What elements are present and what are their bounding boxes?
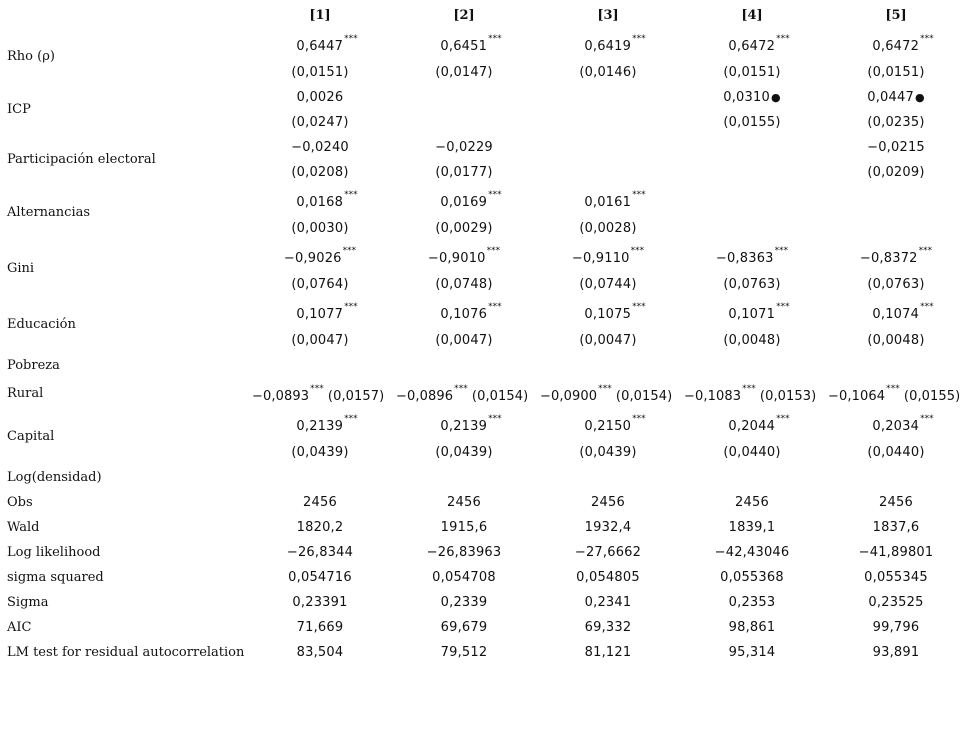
stat-wald-5: 1837,6	[872, 520, 920, 535]
rural-cell-3: −0,0900*** (0,0154)	[540, 384, 673, 404]
stat-label-aic: AIC	[7, 620, 32, 635]
se-alternancias-3: (0,0028)	[579, 221, 637, 236]
rural-cell-5: −0,1064*** (0,0155)	[828, 384, 961, 404]
column-header-1: [1]	[309, 8, 331, 23]
stat-wald-3: 1932,4	[584, 520, 632, 535]
row-label-icp: ICP	[7, 102, 31, 117]
stat-sigma2-5: 0,055345	[864, 570, 928, 585]
stat-sigma2-4: 0,055368	[720, 570, 784, 585]
coef-educacion-1: 0,1077***	[296, 302, 358, 322]
stat-sigma2-2: 0,054708	[432, 570, 496, 585]
se-rho-4: (0,0151)	[723, 65, 781, 80]
row-label-capital: Capital	[7, 429, 55, 444]
row-label-gini: Gini	[7, 261, 35, 276]
coef-participacion-1: −0,0240	[291, 140, 349, 155]
coef-alternancias-3: 0,0161***	[584, 190, 646, 210]
coef-capital-1: 0,2139***	[296, 414, 358, 434]
stat-wald-1: 1820,2	[296, 520, 344, 535]
row-label-participacion: Participación electoral	[7, 152, 156, 167]
stat-aic-4: 98,861	[728, 620, 776, 635]
stat-loglik-5: −41,89801	[858, 545, 934, 560]
stat-wald-2: 1915,6	[440, 520, 488, 535]
se-educacion-3: (0,0047)	[579, 333, 637, 348]
stat-lm-2: 79,512	[440, 645, 488, 660]
coef-capital-5: 0,2034***	[872, 414, 934, 434]
column-header-2: [2]	[453, 8, 475, 23]
stat-aic-3: 69,332	[584, 620, 632, 635]
coef-icp-5: 0,0447●	[867, 90, 925, 105]
row-label-rho: Rho (ρ)	[7, 49, 55, 64]
se-gini-5: (0,0763)	[867, 277, 925, 292]
coef-alternancias-1: 0,0168***	[296, 190, 358, 210]
significance-dot-icon: ●	[914, 91, 925, 104]
stat-wald-4: 1839,1	[728, 520, 776, 535]
coef-rho-1: 0,6447***	[296, 34, 358, 54]
se-participacion-2: (0,0177)	[435, 165, 493, 180]
se-rho-3: (0,0146)	[579, 65, 637, 80]
stat-obs-2: 2456	[447, 495, 481, 510]
se-capital-4: (0,0440)	[723, 445, 781, 460]
se-gini-3: (0,0744)	[579, 277, 637, 292]
stat-sigma-4: 0,2353	[728, 595, 776, 610]
stat-sigma2-1: 0,054716	[288, 570, 352, 585]
se-capital-2: (0,0439)	[435, 445, 493, 460]
se-educacion-2: (0,0047)	[435, 333, 493, 348]
stat-lm-3: 81,121	[584, 645, 632, 660]
se-alternancias-2: (0,0029)	[435, 221, 493, 236]
se-capital-5: (0,0440)	[867, 445, 925, 460]
significance-dot-icon: ●	[770, 91, 781, 104]
coef-educacion-4: 0,1071***	[728, 302, 790, 322]
stat-lm-4: 95,314	[728, 645, 776, 660]
stat-label-sigma-squared: sigma squared	[7, 570, 104, 585]
column-header-4: [4]	[741, 8, 763, 23]
coef-rho-5: 0,6472***	[872, 34, 934, 54]
stat-obs-4: 2456	[735, 495, 769, 510]
coef-rho-3: 0,6419***	[584, 34, 646, 54]
column-header-3: [3]	[597, 8, 619, 23]
se-rho-1: (0,0151)	[291, 65, 349, 80]
se-educacion-1: (0,0047)	[291, 333, 349, 348]
stat-sigma-1: 0,23391	[292, 595, 348, 610]
stat-sigma2-3: 0,054805	[576, 570, 640, 585]
coef-gini-3: −0,9110***	[571, 246, 645, 266]
coef-capital-2: 0,2139***	[440, 414, 502, 434]
stat-label-sigma: Sigma	[7, 595, 49, 610]
coef-participacion-2: −0,0229	[435, 140, 493, 155]
stat-obs-1: 2456	[303, 495, 337, 510]
se-gini-1: (0,0764)	[291, 277, 349, 292]
se-capital-3: (0,0439)	[579, 445, 637, 460]
coef-alternancias-2: 0,0169***	[440, 190, 502, 210]
coef-rho-2: 0,6451***	[440, 34, 502, 54]
stat-loglik-1: −26,8344	[286, 545, 354, 560]
stat-label-wald: Wald	[7, 520, 40, 535]
se-capital-1: (0,0439)	[291, 445, 349, 460]
row-label-alternancias: Alternancias	[7, 205, 91, 220]
row-label-educacion: Educación	[7, 317, 76, 332]
se-icp-1: (0,0247)	[291, 115, 349, 130]
stat-aic-2: 69,679	[440, 620, 488, 635]
se-gini-2: (0,0748)	[435, 277, 493, 292]
stat-aic-5: 99,796	[872, 620, 920, 635]
coef-icp-1: 0,0026	[296, 90, 344, 105]
stat-label-log-likelihood: Log likelihood	[7, 545, 101, 560]
stat-lm-5: 93,891	[872, 645, 920, 660]
stat-label-obs: Obs	[7, 495, 33, 510]
stat-lm-1: 83,504	[296, 645, 344, 660]
coef-gini-5: −0,8372***	[859, 246, 933, 266]
column-header-5: [5]	[885, 8, 907, 23]
se-icp-4: (0,0155)	[723, 115, 781, 130]
se-participacion-1: (0,0208)	[291, 165, 349, 180]
se-rho-5: (0,0151)	[867, 65, 925, 80]
coef-educacion-3: 0,1075***	[584, 302, 646, 322]
coef-capital-3: 0,2150***	[584, 414, 646, 434]
se-educacion-4: (0,0048)	[723, 333, 781, 348]
coef-gini-2: −0,9010***	[427, 246, 501, 266]
se-educacion-5: (0,0048)	[867, 333, 925, 348]
stat-obs-3: 2456	[591, 495, 625, 510]
se-rho-2: (0,0147)	[435, 65, 493, 80]
row-label-rural: Rural	[7, 386, 44, 401]
stat-obs-5: 2456	[879, 495, 913, 510]
stat-loglik-2: −26,83963	[426, 545, 502, 560]
coef-participacion-5: −0,0215	[867, 140, 925, 155]
stat-loglik-4: −42,43046	[714, 545, 790, 560]
stat-sigma-5: 0,23525	[868, 595, 924, 610]
stat-loglik-3: −27,6662	[574, 545, 642, 560]
rural-cell-2: −0,0896*** (0,0154)	[396, 384, 529, 404]
coef-gini-1: −0,9026***	[283, 246, 357, 266]
coef-educacion-2: 0,1076***	[440, 302, 502, 322]
se-gini-4: (0,0763)	[723, 277, 781, 292]
coef-educacion-5: 0,1074***	[872, 302, 934, 322]
se-participacion-5: (0,0209)	[867, 165, 925, 180]
stat-sigma-3: 0,2341	[584, 595, 632, 610]
se-alternancias-1: (0,0030)	[291, 221, 349, 236]
se-icp-5: (0,0235)	[867, 115, 925, 130]
rural-cell-4: −0,1083*** (0,0153)	[684, 384, 817, 404]
stat-aic-1: 71,669	[296, 620, 344, 635]
coef-gini-4: −0,8363***	[715, 246, 789, 266]
row-label-pobreza: Pobreza	[7, 358, 60, 373]
rural-cell-1: −0,0893*** (0,0157)	[252, 384, 385, 404]
coef-rho-4: 0,6472***	[728, 34, 790, 54]
coef-capital-4: 0,2044***	[728, 414, 790, 434]
row-label-log-densidad: Log(densidad)	[7, 470, 102, 485]
stat-sigma-2: 0,2339	[440, 595, 488, 610]
stat-label-lm-test: LM test for residual autocorrelation	[7, 645, 245, 660]
coef-icp-4: 0,0310●	[723, 90, 781, 105]
